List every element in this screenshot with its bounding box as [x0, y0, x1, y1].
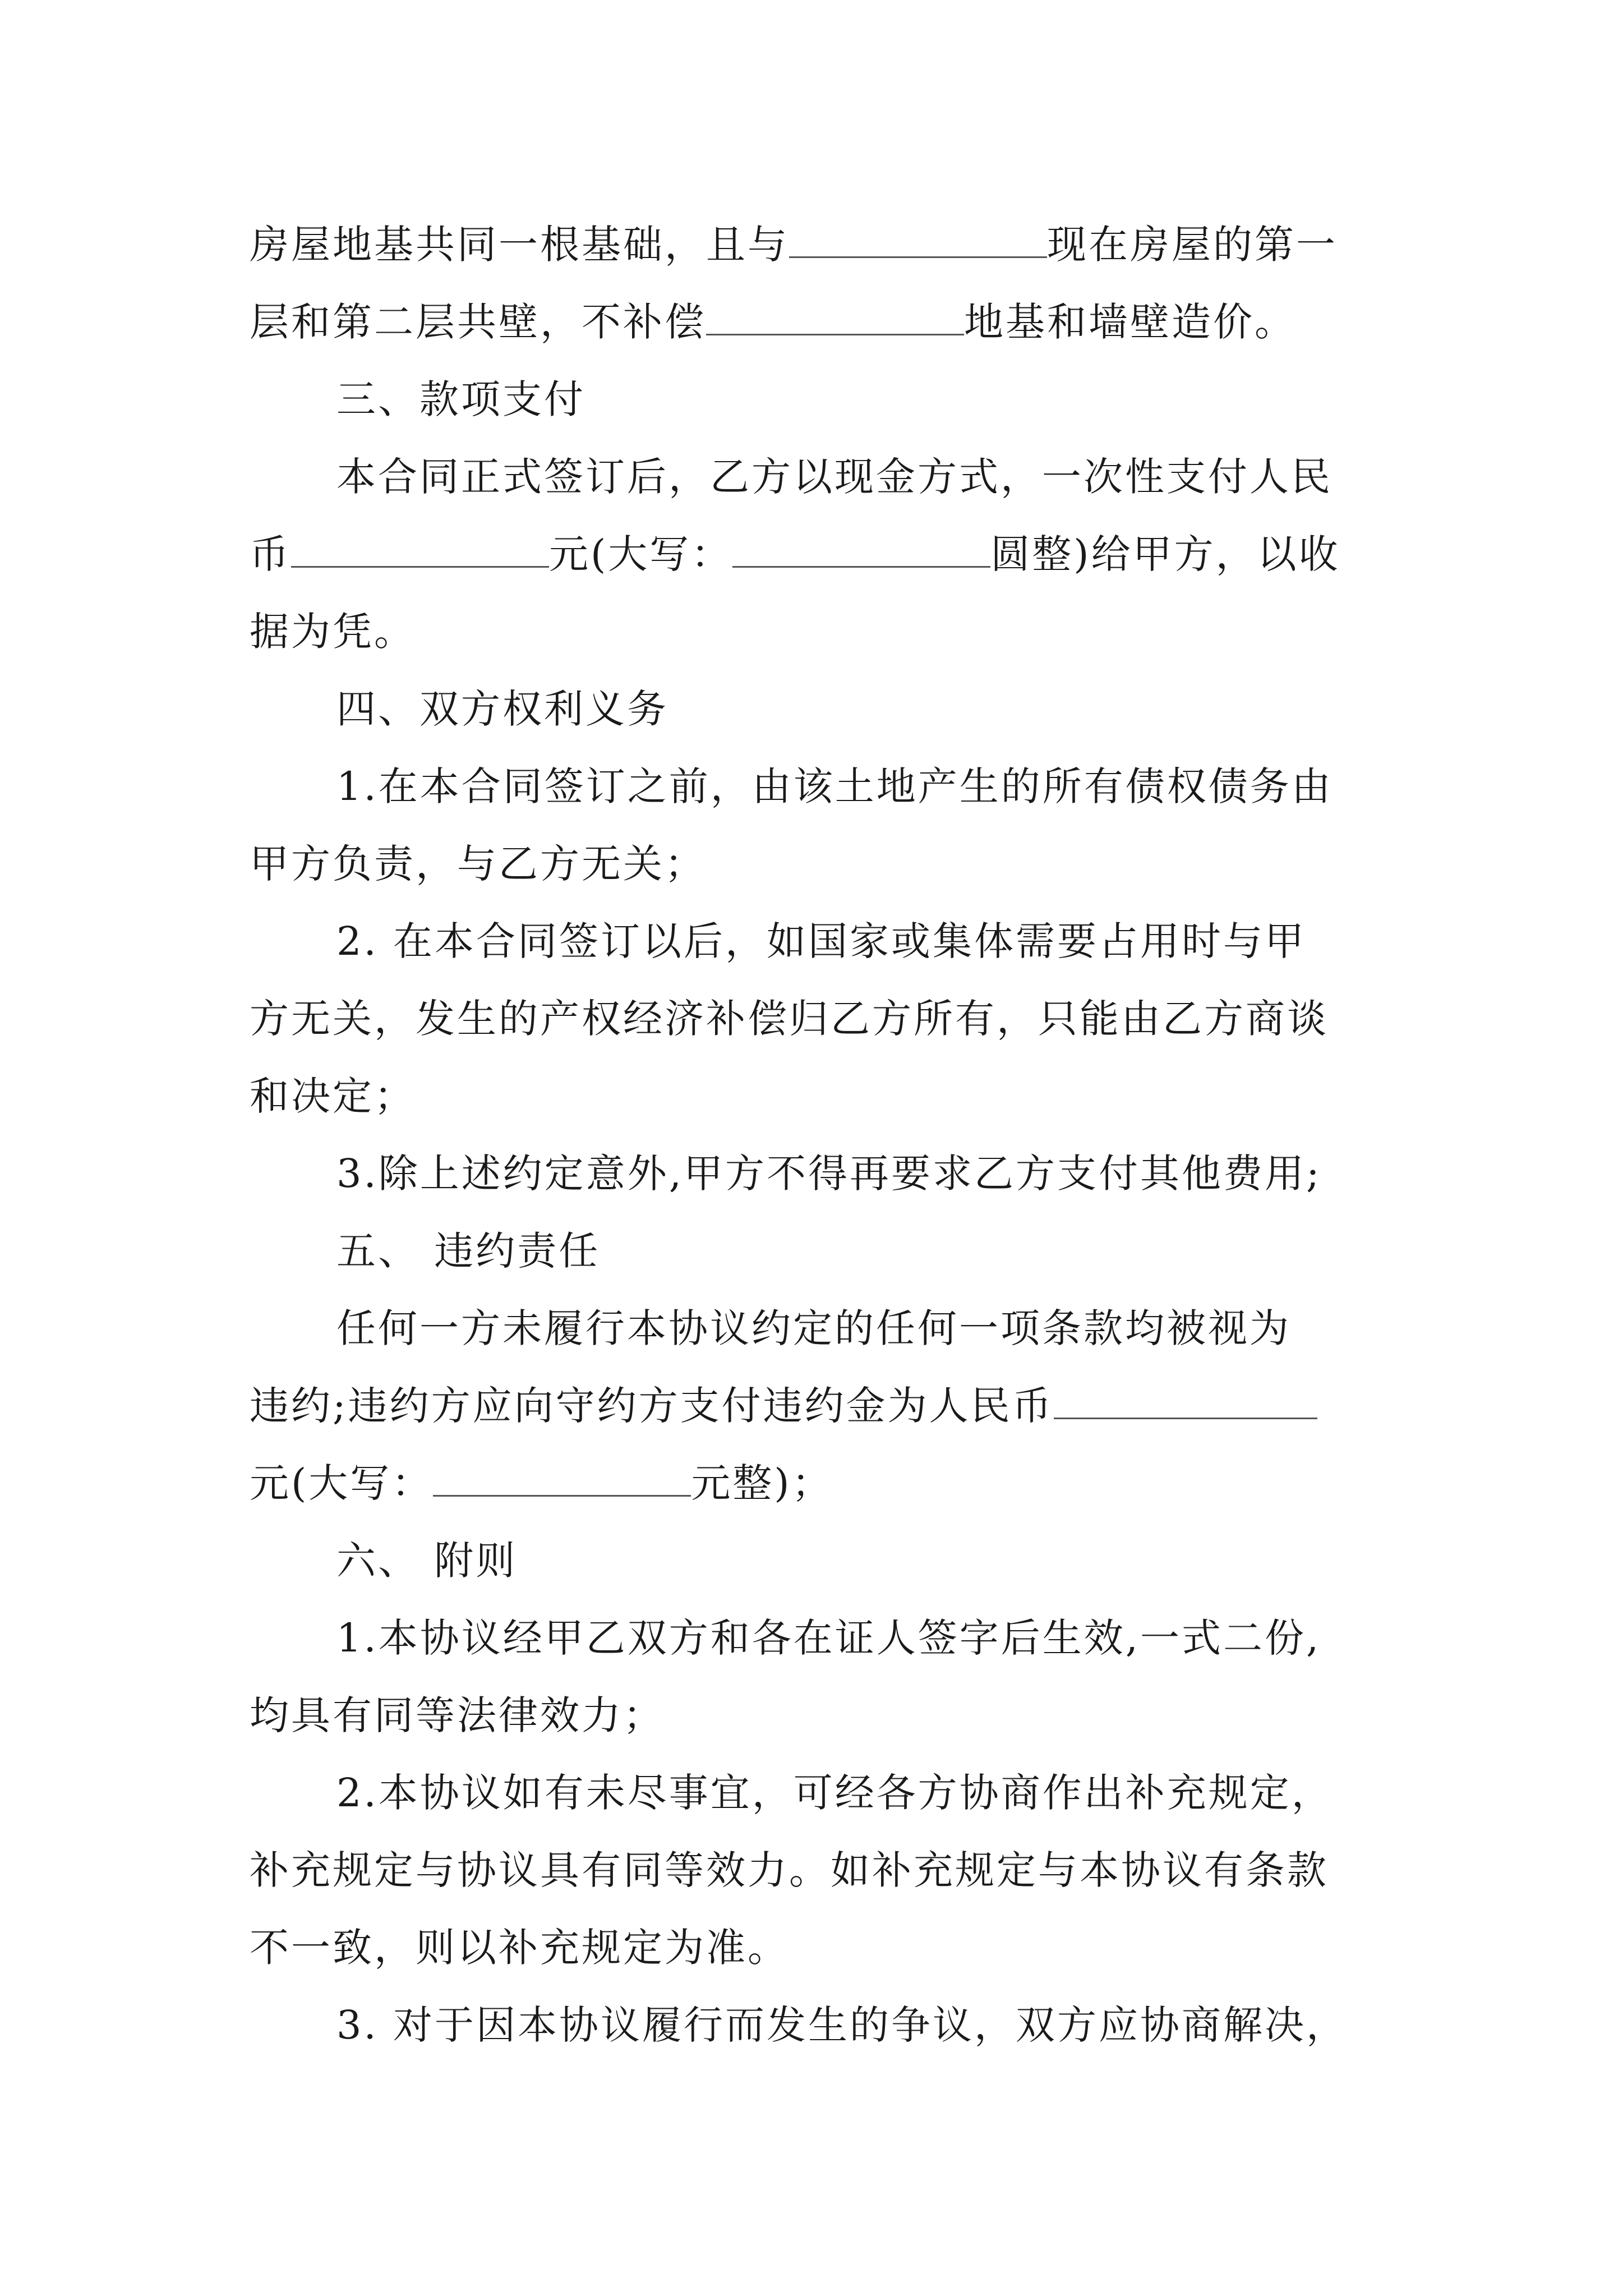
text-segment: 现在房屋的第一	[1047, 222, 1338, 268]
fill-in-blank	[706, 299, 964, 335]
paragraph-first-line: 任何一方未履行本协议约定的任何一项条款均被视为	[336, 1305, 1291, 1351]
text-segment: 元(大写：	[250, 1460, 434, 1506]
text-line: 据为凭。	[250, 609, 416, 655]
paragraph-first-line: 2.本协议如有未尽事宜，可经各方协商作出补充规定，	[336, 1770, 1333, 1816]
text-segment: 地基和墙壁造价。	[964, 299, 1296, 345]
text-line: 补充规定与协议具有同等效力。如补充规定与本协议有条款	[250, 1847, 1329, 1893]
text-segment: 币	[250, 531, 291, 577]
fill-in-blank	[291, 531, 549, 568]
text-line: 均具有同等法律效力；	[250, 1692, 665, 1738]
paragraph-first-line: 3.除上述约定意外,甲方不得再要求乙方支付其他费用;	[336, 1151, 1322, 1197]
paragraph-first-line: 3. 对于因本协议履行而发生的争议，双方应协商解决，	[336, 2002, 1348, 2048]
text-segment: 层和第二层共壁，不补偿	[250, 299, 706, 345]
text-segment: 圆整)给甲方，以收	[990, 531, 1340, 577]
text-line: 方无关，发生的产权经济补偿归乙方所有，只能由乙方商谈	[250, 996, 1329, 1042]
text-line	[250, 516, 1340, 593]
section-heading: 四、双方权利义务	[336, 686, 668, 732]
text-line	[250, 1367, 1317, 1444]
section-heading: 三、款项支付	[336, 376, 585, 422]
fill-in-blank	[1054, 1383, 1317, 1419]
section-heading: 六、 附则	[336, 1538, 518, 1584]
paragraph-first-line: 1.在本合同签订之前，由该土地产生的所有债权债务由	[336, 763, 1333, 809]
text-line	[250, 206, 1338, 283]
text-line	[250, 1444, 833, 1522]
text-segment: 元整)；	[691, 1460, 833, 1506]
text-line: 不一致，则以补充规定为准。	[250, 1925, 789, 1971]
section-heading: 五、 违约责任	[336, 1228, 601, 1274]
fill-in-blank	[732, 531, 990, 568]
paragraph-first-line: 1.本协议经甲乙双方和各在证人签字后生效,一式二份,	[336, 1615, 1321, 1661]
text-line	[250, 283, 1296, 361]
text-segment: 违约;违约方应向守约方支付违约金为人民币	[250, 1383, 1054, 1429]
text-segment: 元(大写：	[549, 531, 733, 577]
paragraph-first-line: 2. 在本合同签订以后，如国家或集体需要占用时与甲	[336, 918, 1307, 964]
text-line: 甲方负责，与乙方无关；	[250, 841, 706, 887]
fill-in-blank	[433, 1460, 691, 1497]
paragraph-first-line: 本合同正式签订后，乙方以现金方式，一次性支付人民	[336, 454, 1332, 500]
text-line: 和决定；	[250, 1073, 416, 1119]
text-segment: 房屋地基共同一根基础，且与	[250, 222, 789, 268]
fill-in-blank	[789, 222, 1047, 258]
